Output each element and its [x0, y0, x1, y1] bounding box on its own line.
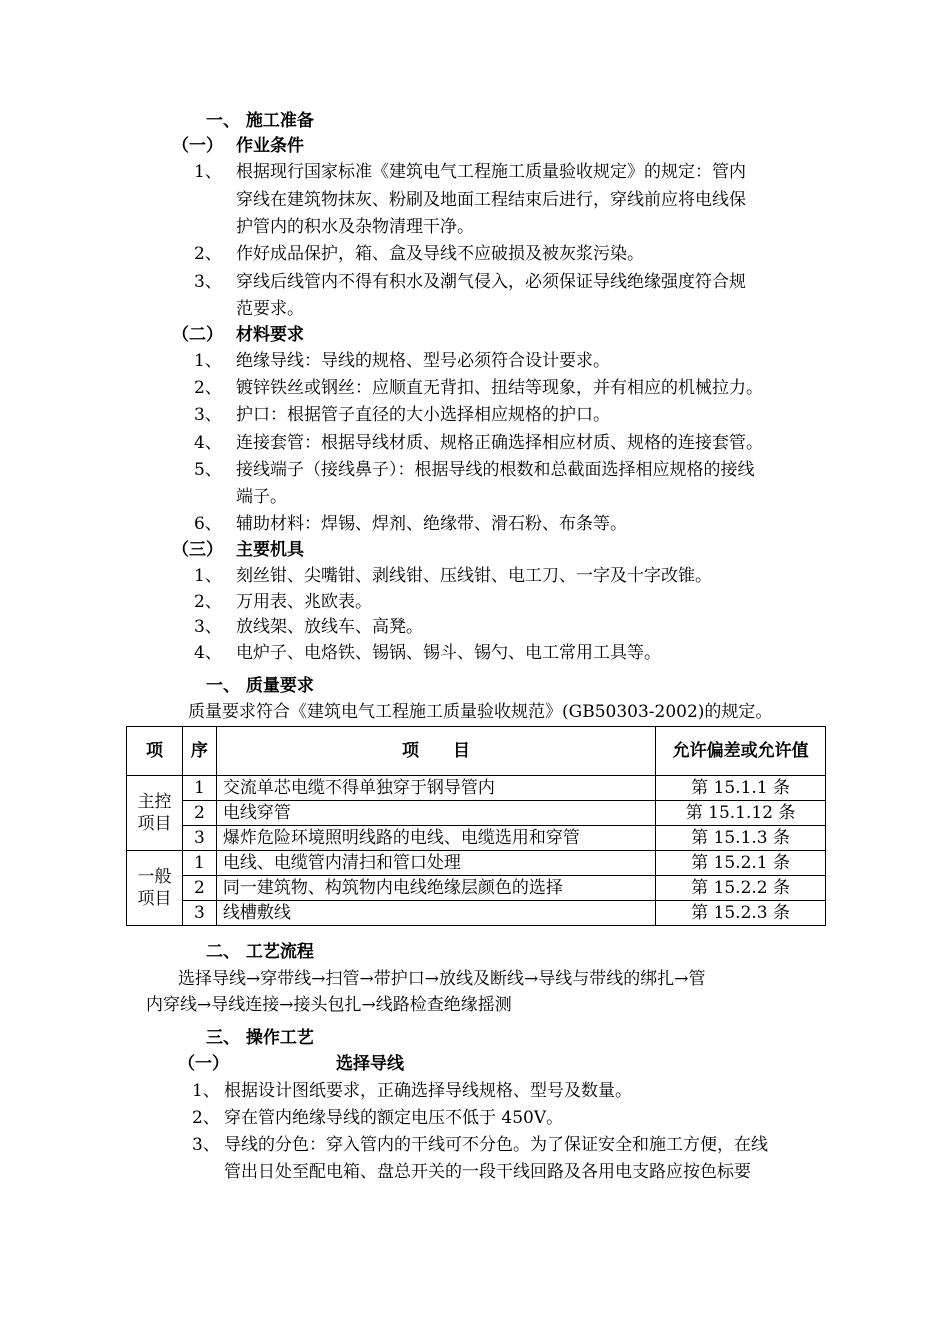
item-number: 1、 — [192, 1081, 220, 1101]
section-heading-operation: 三、 操作工艺 — [206, 1028, 314, 1048]
item-number: 1、 — [194, 566, 222, 586]
row-item: 电线、电缆管内清扫和管口处理 — [216, 851, 655, 876]
item-line: 端子。 — [236, 487, 287, 507]
table-row — [127, 876, 826, 901]
subsection-number: （一） — [178, 1054, 229, 1074]
item-line: 作好成品保护，箱、盒及导线不应破损及被灰浆污染。 — [236, 244, 644, 264]
item-line: 接线端子（接线鼻子）：根据导线的根数和总截面选择相应规格的接线 — [236, 460, 755, 480]
item-line: 刻丝钳、尖嘴钳、剥线钳、压线钳、电工刀、一字及十字改锥。 — [236, 566, 712, 586]
subsection-title-tools: 主要机具 — [236, 540, 304, 560]
subsection-title-conditions: 作业条件 — [236, 136, 304, 156]
item-number: 6、 — [194, 514, 222, 534]
row-value: 第 15.2.2 条 — [656, 876, 826, 901]
item-number: 5、 — [194, 460, 222, 480]
row-item: 线槽敷线 — [216, 901, 655, 926]
table-header-row — [127, 727, 826, 776]
group-label-main: 主控项目 — [127, 776, 183, 851]
row-item: 同一建筑物、构筑物内电线绝缘层颜色的选择 — [216, 876, 655, 901]
item-line: 穿线在建筑物抹灰、粉刷及地面工程结束后进行，穿线前应将电线保 — [236, 190, 746, 210]
group-label-general: 一般项目 — [127, 851, 183, 926]
item-line: 护管内的积水及杂物清理干净。 — [236, 217, 474, 237]
item-line: 范要求。 — [236, 299, 304, 319]
subsection-number: （一） — [172, 136, 223, 156]
row-seq: 2 — [182, 876, 216, 901]
item-line: 根据设计图纸要求，正确选择导线规格、型号及数量。 — [224, 1081, 632, 1101]
item-number: 4、 — [194, 433, 222, 453]
row-item: 爆炸危险环境照明线路的电线、电缆选用和穿管 — [216, 826, 655, 851]
item-number: 3、 — [194, 405, 222, 425]
section-heading-quality: 一、 质量要求 — [206, 676, 314, 696]
table-header: 允许偏差或允许值 — [656, 727, 826, 776]
item-number: 3、 — [192, 1135, 220, 1155]
item-number: 2、 — [194, 592, 222, 612]
item-number: 1、 — [194, 351, 222, 371]
item-line: 导线的分色：穿入管内的干线可不分色。为了保证安全和施工方便，在线 — [224, 1135, 768, 1155]
process-flow-line: 选择导线→穿带线→扫管→带护口→放线及断线→导线与带线的绑扎→管 — [178, 969, 706, 989]
table-row — [127, 851, 826, 876]
item-line: 绝缘导线：导线的规格、型号必须符合设计要求。 — [236, 351, 610, 371]
table-row — [127, 901, 826, 926]
item-number: 2、 — [194, 378, 222, 398]
row-seq: 2 — [182, 801, 216, 826]
item-line: 穿在管内绝缘导线的额定电压不低于 450V。 — [224, 1108, 564, 1128]
table-row — [127, 801, 826, 826]
row-item: 电线穿管 — [216, 801, 655, 826]
item-number: 1、 — [194, 162, 222, 182]
item-number: 2、 — [194, 244, 222, 264]
item-line: 连接套管：根据导线材质、规格正确选择相应材质、规格的连接套管。 — [236, 433, 763, 453]
section-heading-process: 二、 工艺流程 — [206, 942, 314, 962]
section-heading-preparation: 一、 施工准备 — [206, 111, 314, 131]
row-value: 第 15.1.3 条 — [656, 826, 826, 851]
item-number: 2、 — [192, 1108, 220, 1128]
item-line: 电炉子、电烙铁、锡锅、锡斗、锡勺、电工常用工具等。 — [236, 643, 661, 663]
table-row — [127, 826, 826, 851]
subsection-title-select-wire: 选择导线 — [336, 1054, 404, 1074]
table-header: 序 — [182, 727, 216, 776]
subsection-number: （三） — [172, 540, 223, 560]
subsection-title-materials: 材料要求 — [236, 325, 304, 345]
table-header: 项 — [127, 727, 183, 776]
row-value: 第 15.1.1 条 — [656, 776, 826, 801]
item-line: 根据现行国家标准《建筑电气工程施工质量验收规定》的规定：管内 — [236, 162, 746, 182]
row-seq: 1 — [182, 851, 216, 876]
item-number: 3、 — [194, 617, 222, 637]
table-header: 项 目 — [216, 727, 655, 776]
item-line: 护口：根据管子直径的大小选择相应规格的护口。 — [236, 405, 610, 425]
row-value: 第 15.1.12 条 — [656, 801, 826, 826]
row-seq: 3 — [182, 901, 216, 926]
subsection-number: （二） — [172, 325, 223, 345]
item-number: 3、 — [194, 272, 222, 292]
row-seq: 1 — [182, 776, 216, 801]
row-item: 交流单芯电缆不得单独穿于钢导管内 — [216, 776, 655, 801]
item-line: 管出日处至配电箱、盘总开关的一段干线回路及各用电支路应按色标要 — [224, 1162, 751, 1182]
row-value: 第 15.2.1 条 — [656, 851, 826, 876]
table-row — [127, 776, 826, 801]
row-value: 第 15.2.3 条 — [656, 901, 826, 926]
item-number: 4、 — [194, 643, 222, 663]
quality-intro: 质量要求符合《建筑电气工程施工质量验收规范》(GB50303-2002)的规定。 — [188, 702, 773, 722]
row-seq: 3 — [182, 826, 216, 851]
process-flow-line: 内穿线→导线连接→接头包扎→线路检查绝缘摇测 — [146, 995, 512, 1015]
item-line: 穿线后线管内不得有积水及潮气侵入，必须保证导线绝缘强度符合规 — [236, 272, 746, 292]
item-line: 镀锌铁丝或钢丝：应顺直无背扣、扭结等现象，并有相应的机械拉力。 — [236, 378, 763, 398]
item-line: 辅助材料：焊锡、焊剂、绝缘带、滑石粉、布条等。 — [236, 514, 627, 534]
quality-table — [126, 726, 826, 926]
item-line: 万用表、兆欧表。 — [236, 592, 372, 612]
item-line: 放线架、放线车、高凳。 — [236, 617, 423, 637]
